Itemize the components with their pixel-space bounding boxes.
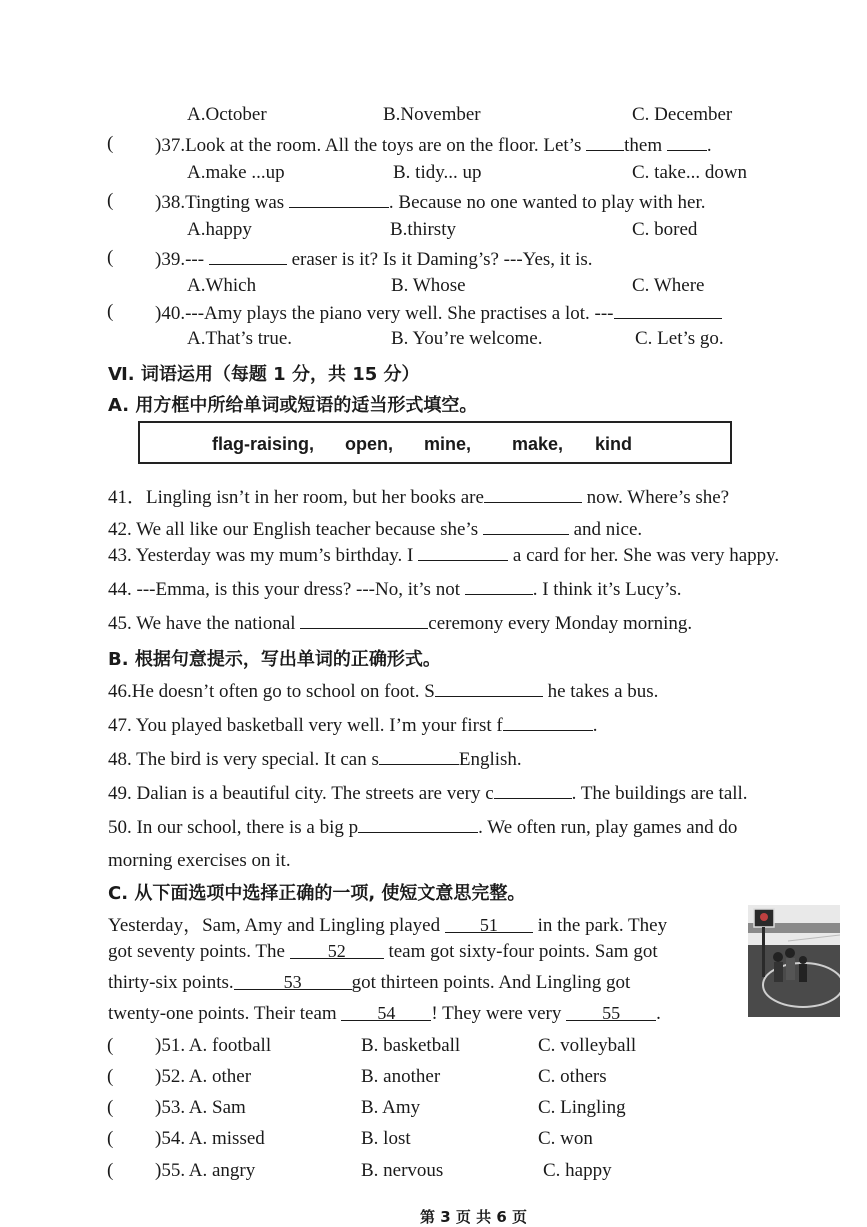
- q52-option-a: )52. A. other: [155, 1066, 252, 1087]
- answer-paren: (: [107, 190, 114, 211]
- q51-option-a: )51. A. football: [155, 1035, 272, 1056]
- answer-paren: (: [107, 1097, 114, 1118]
- question-47: 47. You played basketball very well. I’m your first f .: [108, 715, 598, 736]
- q52-option-b: B. another: [361, 1066, 441, 1087]
- answer-blank[interactable]: [289, 190, 389, 208]
- part-a-title: A. 用方框中所给单词或短语的适当形式填空。: [108, 395, 478, 416]
- answer-blank[interactable]: [614, 301, 722, 319]
- q40-option-b: B. You’re welcome.: [391, 328, 543, 349]
- q36-option-c: C. December: [632, 104, 733, 125]
- q55-option-b: B. nervous: [361, 1160, 444, 1181]
- question-39: )39.--- eraser is it? Is it Daming’s? ---Yes, it is.: [155, 249, 593, 270]
- answer-blank[interactable]: [209, 247, 287, 265]
- q53-option-b: B. Amy: [361, 1097, 421, 1118]
- answer-blank[interactable]: [503, 713, 593, 731]
- part-b-title: B. 根据句意提示，写出单词的正确形式。: [108, 649, 441, 670]
- word-box-item: mine,: [424, 434, 472, 454]
- q52-option-c: C. others: [538, 1066, 607, 1087]
- question-41: 41．Lingling isn’t in her room, but her books are now. Where’s she?: [108, 487, 730, 508]
- q55-option-c: C. happy: [543, 1160, 612, 1181]
- answer-blank[interactable]: [418, 543, 508, 561]
- q38-option-c: C. bored: [632, 219, 698, 240]
- q37-option-c: C. take... down: [632, 162, 748, 183]
- answer-paren: (: [107, 247, 114, 268]
- word-box: [138, 421, 732, 464]
- question-50: 50. In our school, there is a big p . We often run, play games and do: [108, 817, 738, 838]
- q51-option-b: B. basketball: [361, 1035, 461, 1056]
- question-46: 46.He doesn’t often go to school on foot. S he takes a bus.: [108, 681, 659, 702]
- question-43: 43. Yesterday was my mum’s birthday. I a card for her. She was very happy.: [108, 545, 780, 566]
- answer-paren: (: [107, 1160, 114, 1181]
- answer-blank[interactable]: [494, 781, 572, 799]
- answer-blank[interactable]: [379, 747, 459, 765]
- q53-option-c: C. Lingling: [538, 1097, 626, 1118]
- passage-blank[interactable]: 55: [566, 1003, 656, 1021]
- q39-option-c: C. Where: [632, 275, 705, 296]
- q36-option-a: A.October: [187, 104, 267, 125]
- q38-option-a: A.happy: [187, 219, 252, 240]
- passage-line: twenty-one points. Their team 54 ! They were very 55 .: [108, 1003, 661, 1024]
- answer-paren: (: [107, 1035, 114, 1056]
- word-box-item: kind: [595, 434, 633, 454]
- q39-option-a: A.Which: [187, 275, 257, 296]
- basketball-photo: [748, 905, 840, 1017]
- word-box-item: flag-raising,: [212, 434, 315, 454]
- question-37: )37.Look at the room. All the toys are on the floor. Let’s them .: [155, 135, 712, 156]
- answer-blank[interactable]: [667, 133, 707, 151]
- question-42: 42. We all like our English teacher because she’s and nice.: [108, 519, 643, 540]
- word-box-item: open,: [345, 434, 393, 454]
- answer-blank[interactable]: [586, 133, 624, 151]
- passage-blank[interactable]: 51: [445, 915, 533, 933]
- q51-option-c: C. volleyball: [538, 1035, 637, 1056]
- q54-option-b: B. lost: [361, 1128, 411, 1149]
- page-footer: 第 3 页 共 6 页: [420, 1208, 527, 1226]
- q37-option-a: A.make ...up: [187, 162, 285, 183]
- answer-paren: (: [107, 301, 114, 322]
- q36-option-b: B.November: [383, 104, 481, 125]
- question-45: 45. We have the national ceremony every Monday morning.: [108, 613, 693, 634]
- word-box-item: make,: [512, 434, 564, 454]
- passage-line: Yesterday，Sam, Amy and Lingling played 51 in the park. They: [108, 915, 668, 936]
- answer-blank[interactable]: [358, 815, 478, 833]
- q40-option-c: C. Let’s go.: [635, 328, 724, 349]
- part-c-title: C. 从下面选项中选择正确的一项, 使短文意思完整。: [108, 883, 526, 904]
- q55-option-a: )55. A. angry: [155, 1160, 256, 1181]
- answer-blank[interactable]: [465, 577, 533, 595]
- answer-paren: (: [107, 133, 114, 154]
- passage-line: thirty-six points. 53 got thirteen points. And Lingling got: [108, 972, 631, 993]
- q54-option-a: )54. A. missed: [155, 1128, 265, 1149]
- section-6-title: Ⅵ. 词语运用（每题 1 分，共 15 分）: [108, 364, 420, 385]
- q37-option-b: B. tidy... up: [393, 162, 482, 183]
- answer-paren: (: [107, 1066, 114, 1087]
- q40-option-a: A.That’s true.: [187, 328, 293, 349]
- answer-blank[interactable]: [484, 485, 582, 503]
- question-48: 48. The bird is very special. It can s English.: [108, 749, 522, 770]
- answer-blank[interactable]: [300, 611, 428, 629]
- q38-option-b: B.thirsty: [390, 219, 456, 240]
- answer-blank[interactable]: [483, 517, 569, 535]
- passage-blank[interactable]: 52: [290, 941, 384, 959]
- passage-blank[interactable]: 54: [341, 1003, 431, 1021]
- question-49: 49. Dalian is a beautiful city. The streets are very c . The buildings are tall.: [108, 783, 748, 804]
- question-40: )40.---Amy plays the piano very well. She practises a lot. ---: [155, 301, 722, 325]
- passage-line: got seventy points. The 52 team got sixty-four points. Sam got: [108, 941, 658, 962]
- question-44: 44. ---Emma, is this your dress? ---No, it’s not . I think it’s Lucy’s.: [108, 579, 682, 600]
- q39-option-b: B. Whose: [391, 275, 466, 296]
- q53-option-a: )53. A. Sam: [155, 1097, 246, 1118]
- question-50-line2: morning exercises on it.: [108, 850, 291, 871]
- q54-option-c: C. won: [538, 1128, 593, 1149]
- answer-blank[interactable]: [435, 679, 543, 697]
- passage-blank[interactable]: 53: [234, 972, 352, 990]
- answer-paren: (: [107, 1128, 114, 1149]
- question-38: )38.Tingting was . Because no one wanted to play with her.: [155, 192, 706, 213]
